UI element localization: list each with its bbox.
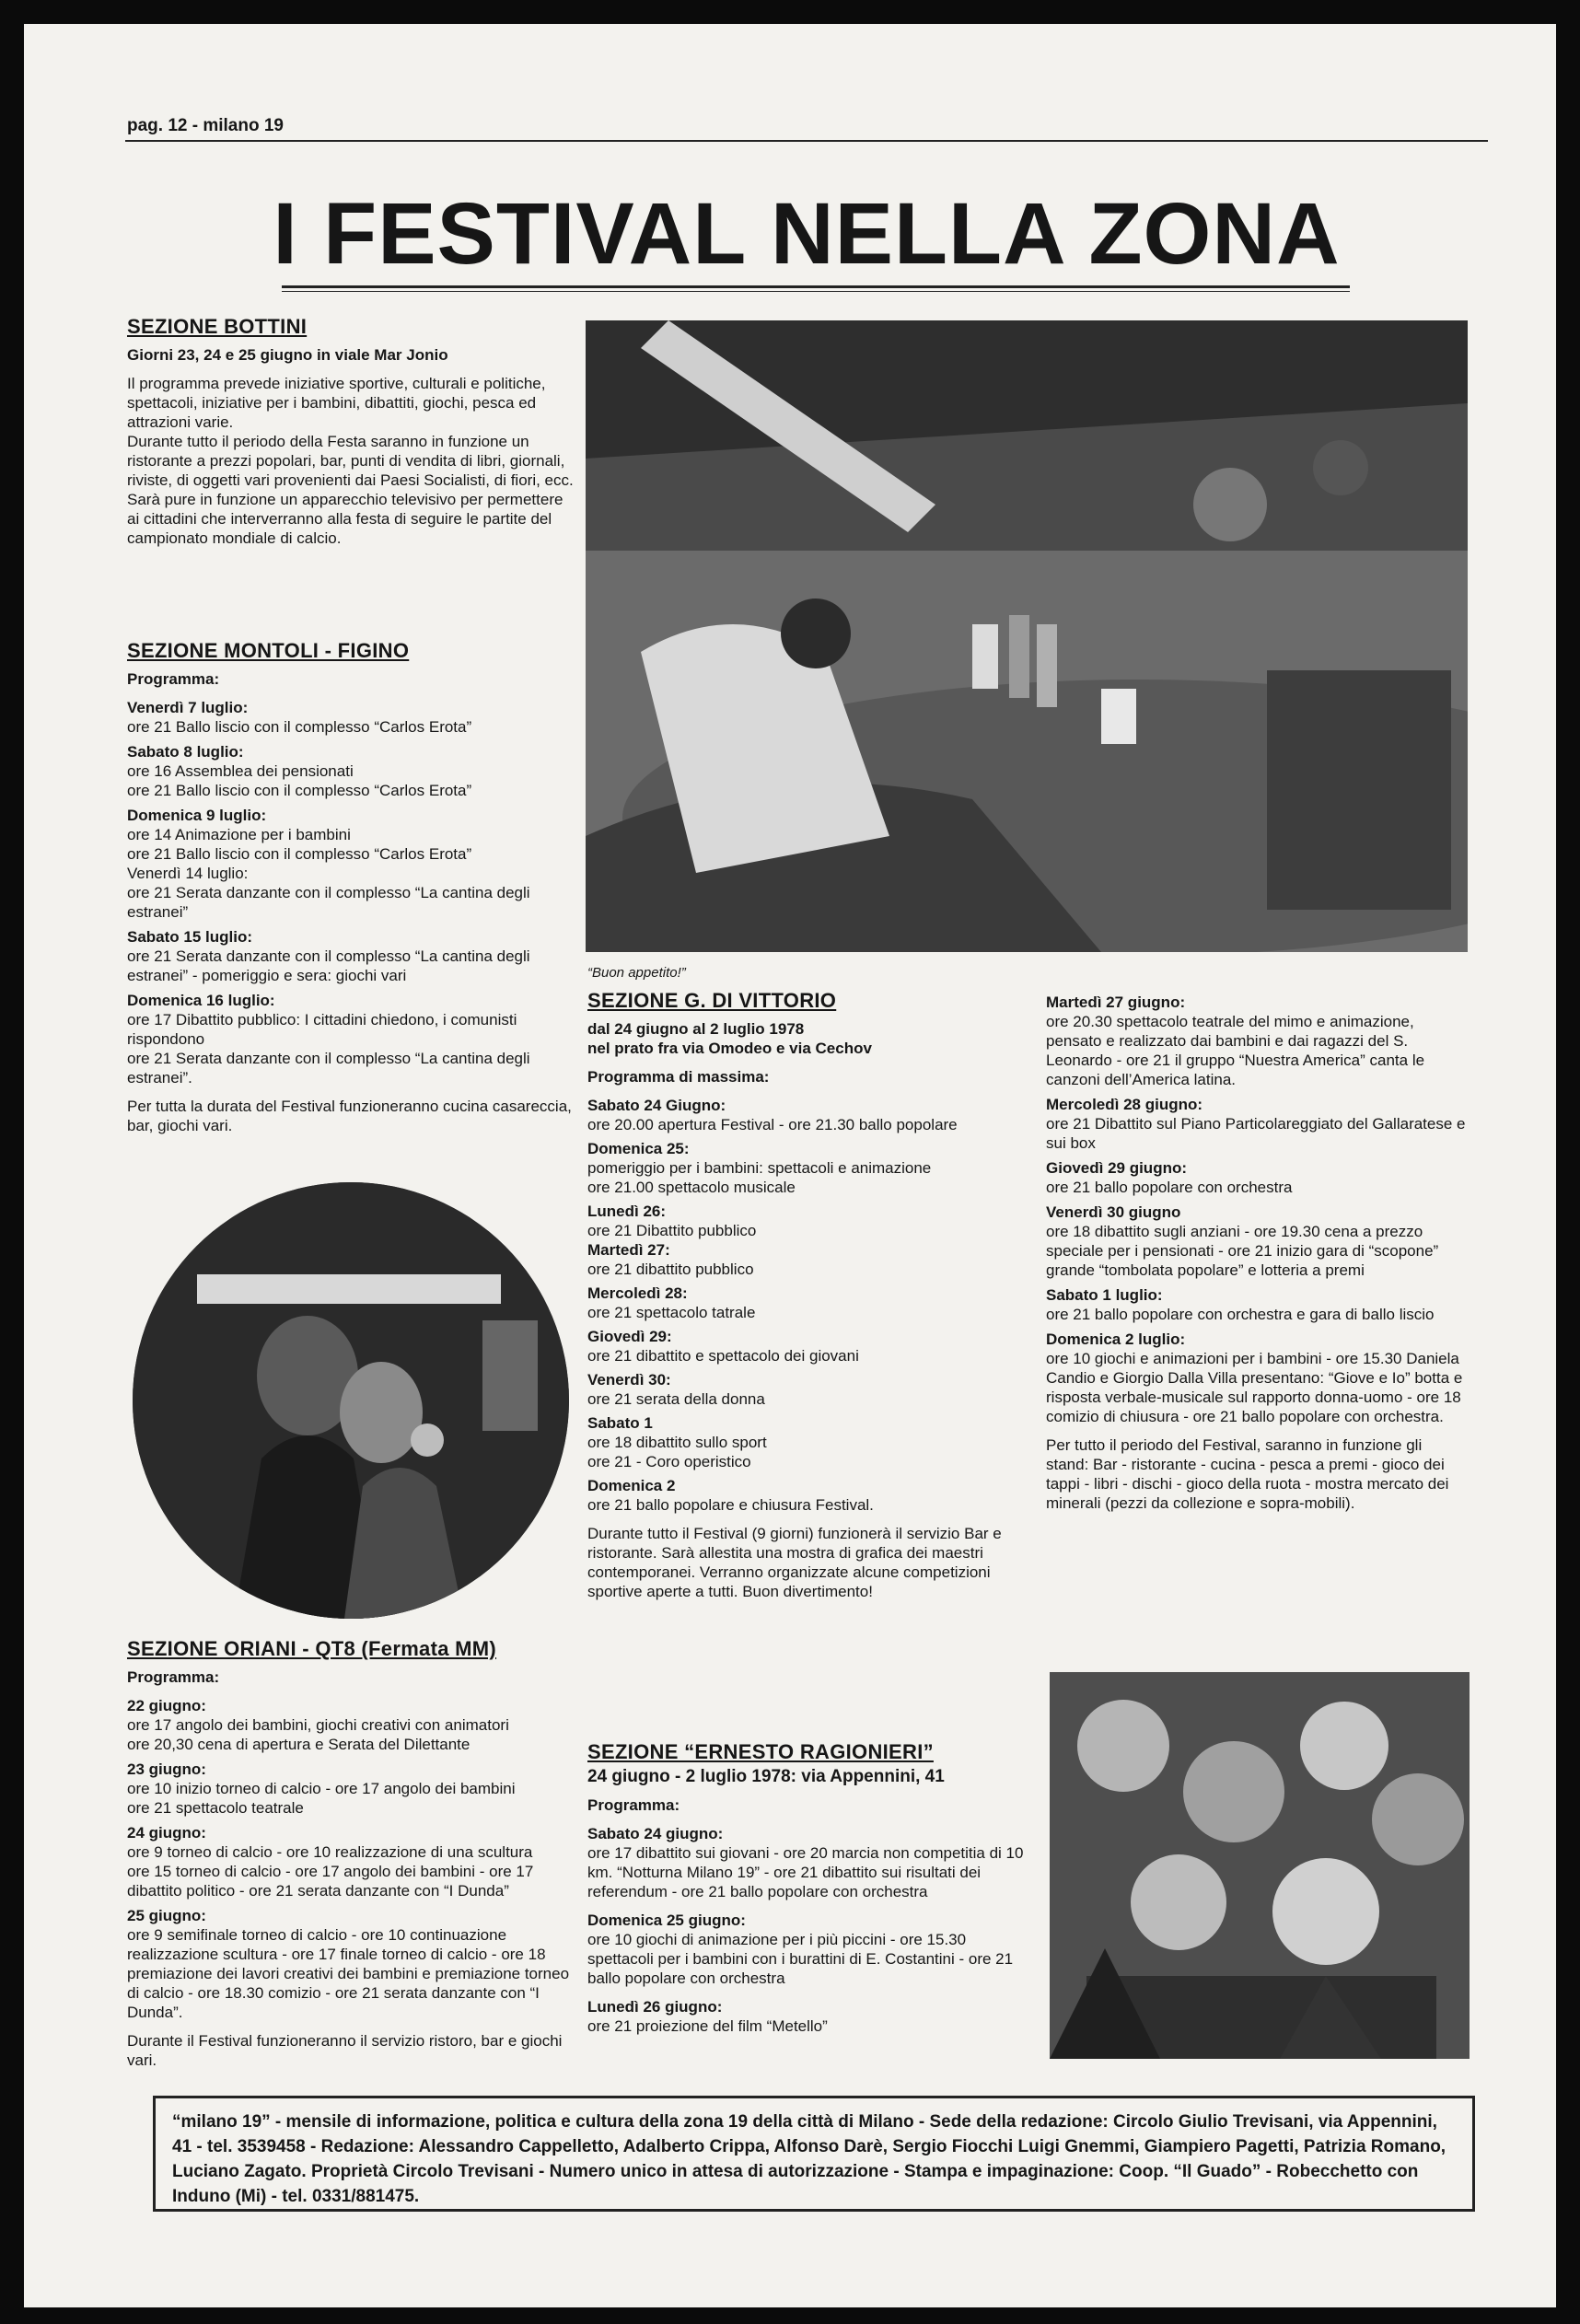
day-label: Domenica 2 — [587, 1477, 676, 1494]
publication-imprint — [153, 2096, 1475, 2212]
program-label: Programma: — [587, 1796, 680, 1814]
program-item: ore 9 semifinale torneo di calcio - ore 10 continuazione realizzazione scultura - ore 17 finale torneo di calcio - ore 18 premiazione dei lavori creativi dei bambini e premiazione torneo di calcio - ore 18.30 comizio - ore 21 serata danzante con “I Dunda”. — [127, 1926, 570, 2021]
day-label: Sabato 8 luglio: — [127, 743, 244, 761]
section-dates: dal 24 giugno al 2 luglio 1978 — [587, 1020, 805, 1038]
section-di-vittorio — [587, 991, 1033, 1601]
section-heading: SEZIONE G. DI VITTORIO — [587, 989, 837, 1012]
section-heading: SEZIONE BOTTINI — [127, 315, 308, 338]
program-item: ore 21 dibattito e spettacolo dei giovani — [587, 1347, 859, 1365]
children-photo — [1050, 1672, 1470, 2059]
day-label: 22 giugno: — [127, 1697, 206, 1714]
photo-caption: “Buon appetito!” — [587, 965, 686, 981]
page-title: I FESTIVAL NELLA ZONA — [273, 185, 1341, 283]
program-item: ore 21 Ballo liscio con il complesso “Carlos Erota” — [127, 782, 472, 799]
day-label: Venerdì 30 giugno — [1046, 1203, 1181, 1221]
program-item: ore 10 giochi e animazioni per i bambini - ore 15.30 Daniela Candio e Giorgio Dalla Villa presentano: “Giove e Io” botta e risposta verbale-musicale sul rapporto donna-uomo - ore 18 comizio di chiusura - ore 21 ballo popolare con orchestra. — [1046, 1350, 1463, 1425]
day-label: Venerdì 30: — [587, 1371, 671, 1389]
header-rule — [125, 140, 1488, 142]
day-label: Martedì 27 giugno: — [1046, 994, 1186, 1011]
day-label: Giovedì 29 giugno: — [1046, 1159, 1188, 1177]
closing-note: Per tutto il periodo del Festival, saranno in funzione gli stand: Bar - ristorante - cucina - pesca a premi - gioco dei tappi - libri - dischi - gioco della ruota - mostra mercato dei minerali (pezzi da collezione e sopra-mobili). — [1046, 1436, 1449, 1512]
section-bottini — [127, 317, 576, 548]
day-label: Mercoledì 28 giugno: — [1046, 1096, 1203, 1113]
program-item: ore 21 spettacolo teatrale — [127, 1799, 304, 1817]
program-item: ore 21 Serata danzante con il complesso “La cantina degli estranei”. — [127, 1050, 530, 1086]
festival-photo-image — [586, 320, 1468, 952]
day-label: Domenica 16 luglio: — [127, 992, 275, 1009]
program-item: ore 10 giochi di animazione per i più piccini - ore 15.30 spettacoli per i bambini con i burattini di E. Costantini - ore 21 ballo popolare con orchestra — [587, 1931, 1014, 1987]
section-heading: SEZIONE MONTOLI - FIGINO — [127, 639, 410, 662]
section-dates: 24 giugno - 2 luglio 1978: via Appennini, 41 — [587, 1767, 945, 1786]
page-folio: pag. 12 - milano 19 — [127, 116, 284, 135]
program-item: ore 21 - Coro operistico — [587, 1453, 751, 1470]
title-rule-thin — [282, 291, 1350, 292]
children-photo-image — [1050, 1672, 1470, 2059]
program-label: Programma: — [127, 1668, 220, 1686]
program-label: Programma di massima: — [587, 1068, 770, 1086]
day-label: Domenica 25 giugno: — [587, 1911, 746, 1929]
day-label: Lunedì 26: — [587, 1203, 667, 1220]
program-item: ore 21 ballo popolare con orchestra — [1046, 1179, 1293, 1196]
program-item: ore 21 ballo popolare con orchestra e gara di ballo liscio — [1046, 1306, 1435, 1323]
dance-photo-image — [133, 1182, 569, 1619]
program-item: ore 21 ballo popolare e chiusura Festival. — [587, 1496, 874, 1514]
program-item: ore 18 dibattito sullo sport — [587, 1434, 767, 1451]
program-item: pomeriggio per i bambini: spettacoli e animazione — [587, 1159, 932, 1177]
section-heading: SEZIONE “ERNESTO RAGIONIERI” — [587, 1740, 934, 1763]
section-ragionieri — [587, 1742, 1033, 2036]
newspaper-page — [24, 24, 1556, 2307]
day-label: Giovedì 29: — [587, 1328, 672, 1345]
day-label: Martedì 27: — [587, 1241, 670, 1259]
program-item: ore 18 dibattito sugli anziani - ore 19.30 cena a prezzo speciale per i pensionati - ore 21 inizio gara di “scopone” grande “tombolata popolare” e lotteria a premi — [1046, 1223, 1439, 1279]
paragraph: Sarà pure in funzione un apparecchio televisivo per permettere ai cittadini che interverranno alla festa di seguire le partite del campionato mondiale di calcio. — [127, 491, 563, 547]
closing-note: Durante tutto il Festival (9 giorni) funzionerà il servizio Bar e ristorante. Sarà allestita una mostra di grafica dei maestri contemporanei. Verranno organizzate alcune competizioni sportive aperte a tutti. Buon divertimento! — [587, 1525, 1002, 1600]
day-label: Sabato 24 giugno: — [587, 1825, 724, 1842]
closing-note: Per tutta la durata del Festival funzioneranno cucina casareccia, bar, giochi vari. — [127, 1098, 572, 1134]
imprint-text: “milano 19” - mensile di informazione, politica e cultura della zona 19 della città di Milano - Sede della redazione: Circolo Giulio Trevisani, via Appennini, 41 - tel. 3539458 - Redazione: Alessandro Cappelletto, Adalberto Crippa, Alfonso Darè, Sergio Fiocchi Luigi Gnemmi, Giampiero Pagetti, Patrizia Romano, Luciano Zagato. Proprietà Circolo Trevisani - Numero unico in attesa di autorizzazione - Stampa e impaginazione: Coop. “Il Guado” - Robecchetto con Induno (Mi) - tel. 0331/881475. — [172, 2112, 1446, 2206]
day-label: Sabato 15 luglio: — [127, 928, 253, 946]
program-item: ore 21 serata della donna — [587, 1390, 765, 1408]
program-item: ore 15 torneo di calcio - ore 17 angolo dei bambini - ore 17 dibattito politico - ore 21 serata danzante con “I Dunda” — [127, 1863, 534, 1900]
festival-photo — [586, 320, 1468, 952]
section-ragionieri-continued — [1046, 993, 1466, 1513]
program-item: ore 16 Assemblea dei pensionati — [127, 762, 354, 780]
program-item: ore 21 spettacolo tatrale — [587, 1304, 756, 1321]
title-rule — [282, 285, 1350, 288]
day-label: Domenica 25: — [587, 1140, 690, 1157]
program-item: Venerdì 14 luglio: — [127, 865, 249, 882]
closing-note: Durante il Festival funzioneranno il servizio ristoro, bar e giochi vari. — [127, 2032, 563, 2069]
program-item: ore 20.30 spettacolo teatrale del mimo e animazione, pensato e realizzato dai bambini e dai ragazzi del S. Leonardo - ore 21 il gruppo “Nuestra America” canta le canzoni dell’America latina. — [1046, 1013, 1425, 1088]
program-item: ore 21 proiezione del film “Metello” — [587, 2017, 828, 2035]
program-item: ore 9 torneo di calcio - ore 10 realizzazione di una scultura — [127, 1843, 533, 1861]
day-label: 24 giugno: — [127, 1824, 206, 1842]
section-montoli — [127, 641, 576, 1135]
dance-photo — [133, 1182, 569, 1619]
program-item: ore 14 Animazione per i bambini — [127, 826, 351, 843]
program-item: ore 20.00 apertura Festival - ore 21.30 ballo popolare — [587, 1116, 958, 1133]
program-item: ore 21 Serata danzante con il complesso “La cantina degli estranei” - pomeriggio e sera: giochi vari — [127, 947, 530, 984]
day-label: Lunedì 26 giugno: — [587, 1998, 723, 2016]
day-label: Sabato 1 — [587, 1414, 653, 1432]
paragraph: Il programma prevede iniziative sportive, culturali e politiche, spettacoli, iniziative per i bambini, dibattiti, giochi, pesca ed attrazioni varie. — [127, 375, 546, 431]
day-label: Domenica 9 luglio: — [127, 807, 267, 824]
program-label: Programma: — [127, 670, 220, 688]
program-item: ore 21 Ballo liscio con il complesso “Carlos Erota” — [127, 718, 472, 736]
program-item: ore 21 Dibattito sul Piano Particolareggiato del Gallaratese e sui box — [1046, 1115, 1466, 1152]
program-item: ore 20,30 cena di apertura e Serata del Dilettante — [127, 1736, 471, 1753]
day-label: Mercoledì 28: — [587, 1284, 688, 1302]
program-item: ore 21.00 spettacolo musicale — [587, 1179, 796, 1196]
section-oriani — [127, 1639, 576, 2070]
program-item: ore 17 Dibattito pubblico: I cittadini chiedono, i comunisti rispondono — [127, 1011, 517, 1048]
day-label: Sabato 1 luglio: — [1046, 1286, 1163, 1304]
program-item: ore 21 Serata danzante con il complesso “La cantina degli estranei” — [127, 884, 530, 921]
day-label: 23 giugno: — [127, 1760, 206, 1778]
paragraph: Durante tutto il periodo della Festa saranno in funzione un ristorante a prezzi popolari, bar, punti di vendita di libri, giornali, riviste, di oggetti vari provenienti dai Paesi Socialisti, di fiori, ecc. — [127, 433, 574, 489]
program-item: ore 21 dibattito pubblico — [587, 1261, 754, 1278]
section-dates: Giorni 23, 24 e 25 giugno in viale Mar Jonio — [127, 346, 448, 364]
day-label: Venerdì 7 luglio: — [127, 699, 249, 716]
program-item: ore 21 Ballo liscio con il complesso “Carlos Erota” — [127, 845, 472, 863]
program-item: ore 17 angolo dei bambini, giochi creativi con animatori — [127, 1716, 509, 1734]
section-place: nel prato fra via Omodeo e via Cechov — [587, 1040, 872, 1057]
day-label: 25 giugno: — [127, 1907, 206, 1924]
program-item: ore 10 inizio torneo di calcio - ore 17 angolo dei bambini — [127, 1780, 516, 1797]
section-heading: SEZIONE ORIANI - QT8 (Fermata MM) — [127, 1637, 497, 1660]
program-item: ore 17 dibattito sui giovani - ore 20 marcia non competitia di 10 km. “Notturna Milano 19” - ore 21 dibattito sui risultati dei referendum - ore 21 ballo popolare con orchestra — [587, 1844, 1024, 1900]
day-label: Sabato 24 Giugno: — [587, 1097, 726, 1114]
day-label: Domenica 2 luglio: — [1046, 1330, 1186, 1348]
program-item: ore 21 Dibattito pubblico — [587, 1222, 757, 1239]
